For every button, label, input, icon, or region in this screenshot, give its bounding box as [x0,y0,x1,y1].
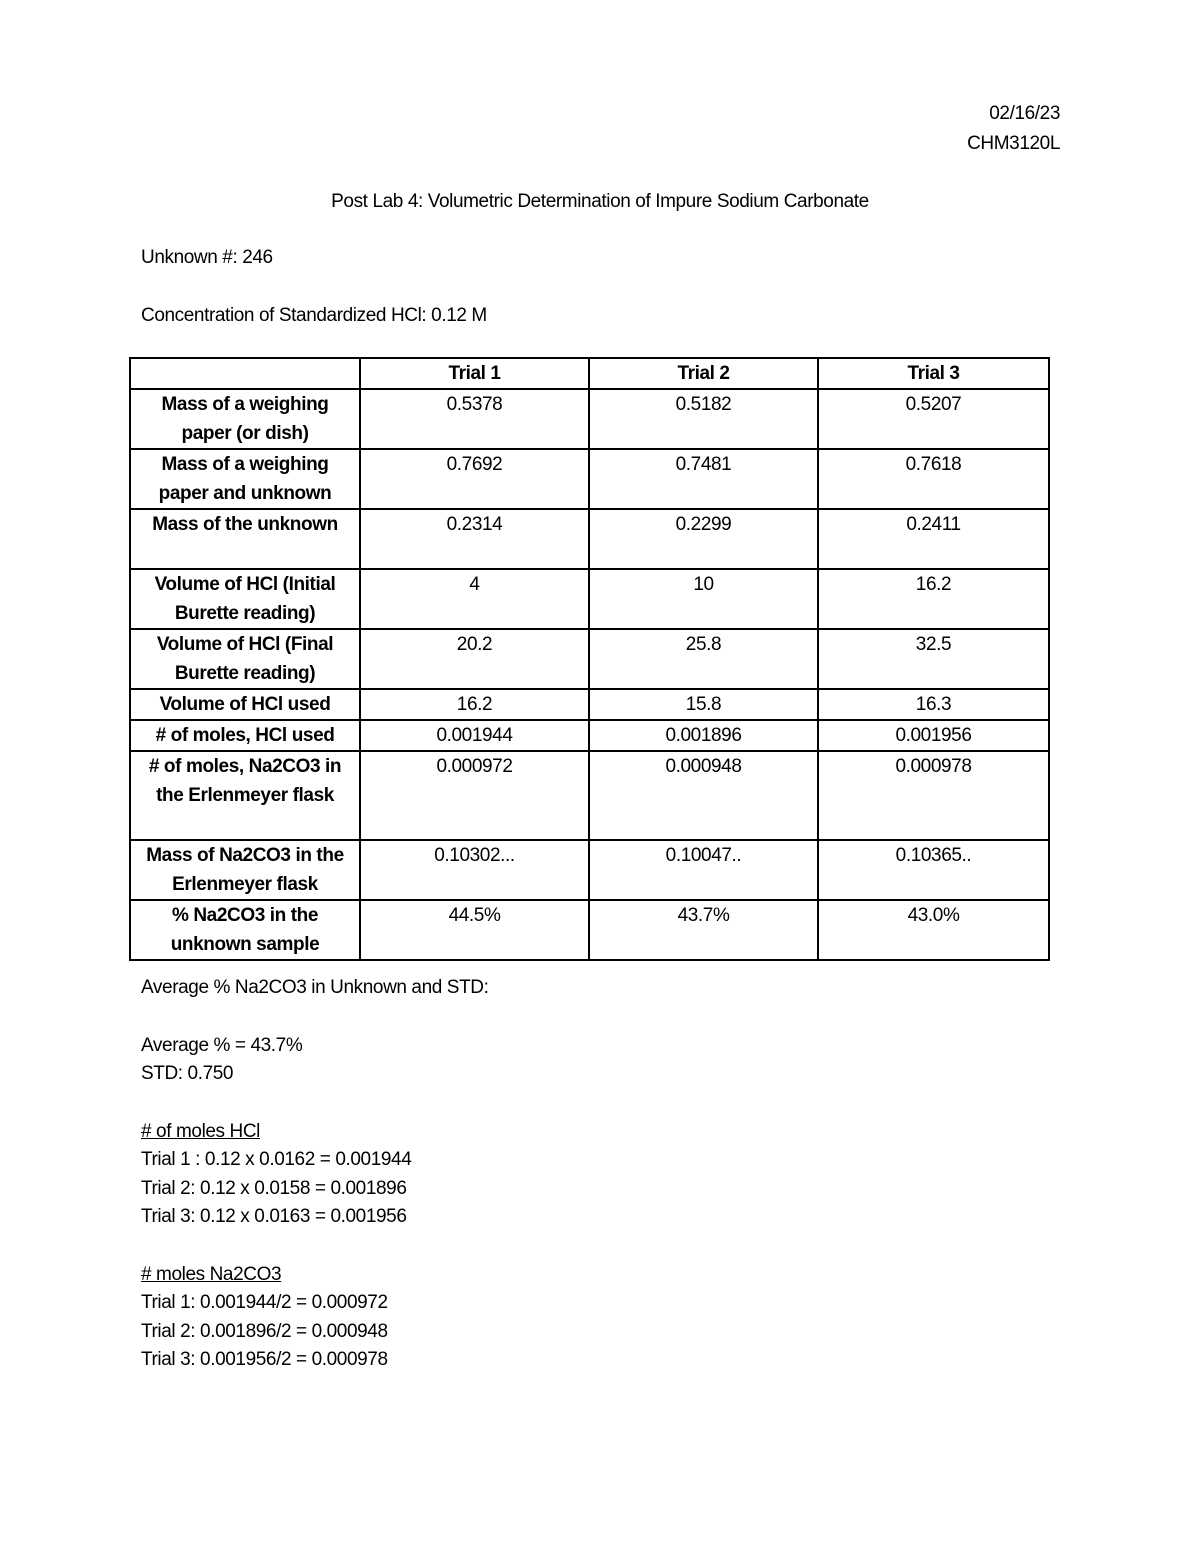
average-percent: Average % = 43.7% [141,1035,303,1056]
row-label: Volume of HCl (Initial Burette reading) [130,569,360,629]
table-row [130,449,1049,509]
table-row [130,720,1049,751]
trial-2-value: 0.001896 [589,720,818,751]
trial-1-value: 0.5378 [360,389,589,449]
row-label: Mass of a weighing paper (or dish) [130,389,360,449]
date: 02/16/23 [989,103,1060,124]
header-trial-3: Trial 3 [818,358,1049,389]
trial-2-value: 0.000948 [589,751,818,840]
table-row [130,509,1049,569]
trial-1-value: 0.000972 [360,751,589,840]
page-title: Post Lab 4: Volumetric Determination of Impure Sodium Carbonate [331,191,869,212]
row-label: Mass of Na2CO3 in the Erlenmeyer flask [130,840,360,900]
course-code: CHM3120L [967,133,1060,154]
trial-3-value: 16.3 [818,689,1049,720]
trial-2-value: 0.10047.. [589,840,818,900]
table-row [130,900,1049,960]
moles-hcl-trial-1: Trial 1 : 0.12 x 0.0162 = 0.001944 [141,1149,412,1170]
moles-na2co3-heading: # moles Na2CO3 [141,1264,282,1285]
moles-hcl-trial-2: Trial 2: 0.12 x 0.0158 = 0.001896 [141,1178,407,1199]
trial-2-value: 0.7481 [589,449,818,509]
row-label: Mass of a weighing paper and unknown [130,449,360,509]
trial-1-value: 0.10302... [360,840,589,900]
trial-3-value: 43.0% [818,900,1049,960]
table-row [130,389,1049,449]
row-label: Volume of HCl (Final Burette reading) [130,629,360,689]
moles-hcl-heading: # of moles HCl [141,1121,260,1142]
trial-3-value: 0.5207 [818,389,1049,449]
moles-na2co3-trial-1: Trial 1: 0.001944/2 = 0.000972 [141,1292,388,1313]
table-row [130,569,1049,629]
header-trial-1: Trial 1 [360,358,589,389]
header-empty-cell [130,358,360,389]
trial-2-value: 43.7% [589,900,818,960]
hcl-concentration: Concentration of Standardized HCl: 0.12 M [141,305,487,326]
table-row [130,751,1049,840]
trial-1-value: 44.5% [360,900,589,960]
table-row [130,840,1049,900]
table-header-row [130,358,1049,389]
results-table [129,357,1050,961]
trial-1-value: 0.2314 [360,509,589,569]
trial-2-value: 0.2299 [589,509,818,569]
trial-2-value: 25.8 [589,629,818,689]
trial-3-value: 0.001956 [818,720,1049,751]
trial-3-value: 0.10365.. [818,840,1049,900]
trial-1-value: 16.2 [360,689,589,720]
header-trial-2: Trial 2 [589,358,818,389]
table-row [130,689,1049,720]
row-label: # of moles, Na2CO3 in the Erlenmeyer flask [130,751,360,840]
trial-3-value: 32.5 [818,629,1049,689]
row-label: # of moles, HCl used [130,720,360,751]
trial-2-value: 10 [589,569,818,629]
trial-3-value: 0.7618 [818,449,1049,509]
trial-3-value: 0.000978 [818,751,1049,840]
trial-3-value: 0.2411 [818,509,1049,569]
moles-na2co3-trial-2: Trial 2: 0.001896/2 = 0.000948 [141,1321,388,1342]
trial-1-value: 4 [360,569,589,629]
moles-na2co3-trial-3: Trial 3: 0.001956/2 = 0.000978 [141,1349,388,1370]
standard-deviation: STD: 0.750 [141,1063,234,1084]
unknown-number: Unknown #: 246 [141,247,273,268]
trial-1-value: 0.001944 [360,720,589,751]
row-label: Volume of HCl used [130,689,360,720]
row-label: Mass of the unknown [130,509,360,569]
moles-hcl-trial-3: Trial 3: 0.12 x 0.0163 = 0.001956 [141,1206,407,1227]
row-label: % Na2CO3 in the unknown sample [130,900,360,960]
trial-1-value: 20.2 [360,629,589,689]
trial-2-value: 0.5182 [589,389,818,449]
trial-1-value: 0.7692 [360,449,589,509]
table-row [130,629,1049,689]
summary-heading: Average % Na2CO3 in Unknown and STD: [141,977,489,998]
trial-2-value: 15.8 [589,689,818,720]
trial-3-value: 16.2 [818,569,1049,629]
